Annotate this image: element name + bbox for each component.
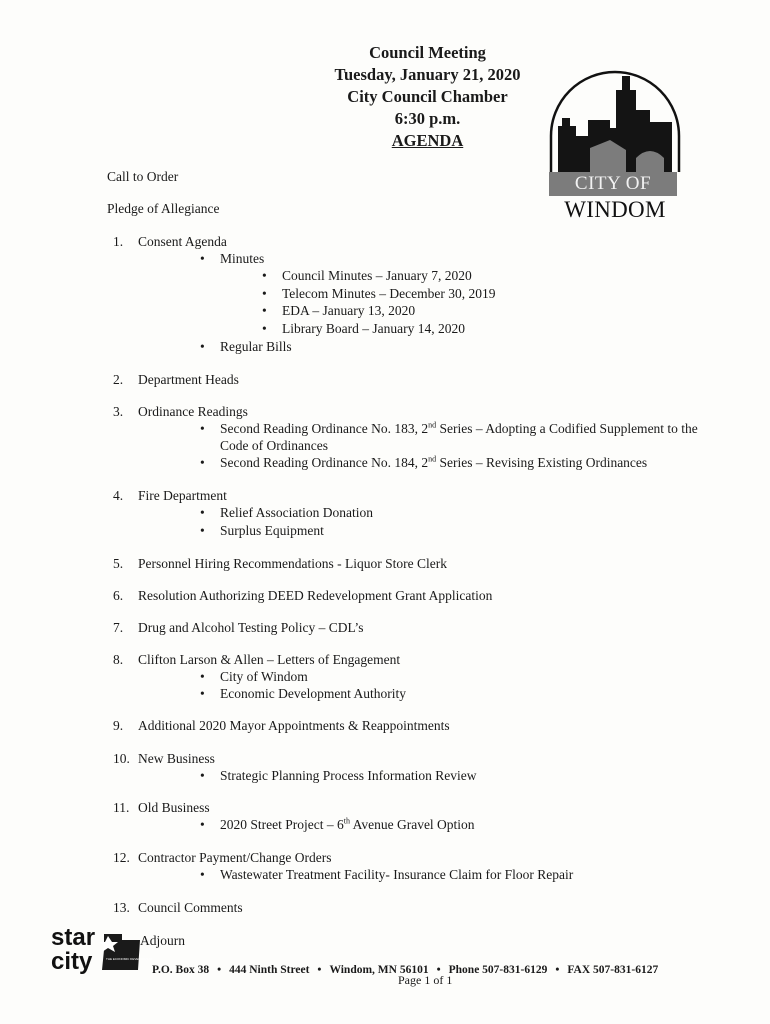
item-number: 13.	[113, 900, 130, 915]
item-number: 10.	[113, 751, 130, 766]
item-number: 11.	[113, 800, 130, 815]
item-label: Clifton Larson & Allen – Letters of Engagement	[138, 652, 401, 667]
bullet-icon: •	[262, 268, 267, 283]
agenda-item-13	[113, 899, 733, 916]
agenda-item-1	[113, 233, 733, 250]
bullet-icon: •	[200, 339, 205, 354]
logo-windom-text: WINDOM	[564, 197, 666, 222]
item-label: Ordinance Readings	[138, 404, 248, 419]
sub-sub-item: • Council Minutes – January 7, 2020	[262, 268, 472, 283]
separator: •	[436, 964, 441, 976]
item-number: 6.	[113, 588, 124, 603]
sub-sub-item: • EDA – January 13, 2020	[262, 303, 416, 318]
street-address: 444 Ninth Street	[229, 964, 310, 976]
item-label: Contractor Payment/Change Orders	[138, 850, 332, 865]
bullet-icon: •	[200, 455, 205, 470]
sub-sub-item: • Telecom Minutes – December 30, 2019	[262, 286, 496, 301]
item-label: New Business	[138, 751, 215, 766]
item-label: Drug and Alcohol Testing Policy – CDL’s	[138, 620, 364, 635]
meeting-header	[300, 42, 555, 152]
meeting-date: Tuesday, January 21, 2020	[334, 65, 521, 84]
item-label: Resolution Authorizing DEED Redevelopment Grant Application	[138, 588, 493, 603]
item-number: 2.	[113, 372, 124, 387]
item-label: Additional 2020 Mayor Appointments & Reappointments	[138, 718, 450, 733]
meeting-title: Council Meeting	[369, 43, 486, 62]
item-number: 12.	[113, 850, 130, 865]
sub-item: • Wastewater Treatment Facility- Insurance Claim for Floor Repair	[200, 867, 574, 882]
star-city-logo	[50, 922, 153, 975]
bullet-icon: •	[262, 321, 267, 336]
sub-item-regular-bills: • Regular Bills	[200, 339, 292, 354]
agenda-label: AGENDA	[391, 131, 464, 150]
item-number: 8.	[113, 652, 124, 667]
svg-text:THE ECONOMIC DEVELOPMENT: THE ECONOMIC DEVELOPMENT	[106, 957, 153, 961]
bullet-icon: •	[200, 867, 205, 882]
meeting-location: City Council Chamber	[347, 87, 508, 106]
sub-item: • Surplus Equipment	[200, 523, 324, 538]
logo-city-of-text: CITY OF	[549, 172, 677, 196]
item-number: 7.	[113, 620, 124, 635]
agenda-item-11	[113, 799, 733, 816]
item-number: 1.	[113, 234, 124, 249]
sub-item: • Economic Development Authority	[200, 686, 406, 701]
page-number: Page 1 of 1	[398, 973, 453, 987]
item-label: Department Heads	[138, 372, 239, 387]
sub-item-ordinance-184: • Second Reading Ordinance No. 184, 2nd Series – Revising Existing Ordinances	[200, 454, 648, 470]
bullet-icon: •	[200, 817, 205, 832]
call-to-order: Call to Order	[107, 169, 179, 184]
agenda-item-4	[113, 487, 733, 504]
item-label: Fire Department	[138, 488, 227, 503]
fax-number: FAX 507-831-6127	[567, 964, 659, 976]
sub-item: • Relief Association Donation	[200, 505, 373, 520]
item-number: 3.	[113, 404, 124, 419]
separator: •	[555, 964, 560, 976]
item-number: 9.	[113, 718, 124, 733]
agenda-item-6	[113, 587, 733, 604]
sub-item-ordinance-183: • Second Reading Ordinance No. 183, 2nd Series – Adopting a Codified Supplement to the Code of Ordinances	[200, 420, 698, 453]
bullet-icon: •	[200, 686, 205, 701]
item-label: Council Comments	[138, 900, 243, 915]
agenda-item-3	[113, 403, 733, 420]
agenda-item-8	[113, 651, 733, 668]
bullet-icon: •	[200, 421, 205, 436]
sub-item-minutes: • Minutes	[200, 251, 265, 266]
agenda-item-2	[113, 371, 733, 388]
item-label: Consent Agenda	[138, 234, 227, 249]
svg-text:city: city	[51, 948, 93, 975]
po-box: P.O. Box 38	[152, 964, 210, 976]
sub-item: • City of Windom	[200, 669, 308, 684]
city-state-zip: Windom, MN 56101	[329, 964, 429, 976]
sub-sub-item: • Library Board – January 14, 2020	[262, 321, 465, 336]
sub-item: • 2020 Street Project – 6th Avenue Gravel Option	[200, 816, 475, 832]
svg-text:star: star	[51, 924, 96, 951]
agenda-item-9	[113, 717, 733, 734]
item-label: Personnel Hiring Recommendations - Liquor Store Clerk	[138, 556, 447, 571]
bullet-icon: •	[200, 669, 205, 684]
sub-item: • Strategic Planning Process Information Review	[200, 768, 477, 783]
adjourn: Adjourn	[140, 933, 185, 948]
pledge-of-allegiance: Pledge of Allegiance	[107, 201, 220, 216]
bullet-icon: •	[200, 768, 205, 783]
agenda-item-10	[113, 750, 733, 767]
bullet-icon: •	[262, 286, 267, 301]
agenda-item-7	[113, 619, 733, 636]
bullet-icon: •	[200, 523, 205, 538]
bullet-icon: •	[262, 303, 267, 318]
agenda-item-12	[113, 849, 733, 866]
item-label: Old Business	[138, 800, 210, 815]
item-number: 4.	[113, 488, 124, 503]
bullet-icon: •	[200, 505, 205, 520]
separator: •	[217, 964, 222, 976]
agenda-item-5	[113, 555, 733, 572]
bullet-icon: •	[200, 251, 205, 266]
phone-number: Phone 507-831-6129	[448, 964, 548, 976]
meeting-time: 6:30 p.m.	[394, 109, 461, 128]
item-number: 5.	[113, 556, 124, 571]
separator: •	[317, 964, 322, 976]
